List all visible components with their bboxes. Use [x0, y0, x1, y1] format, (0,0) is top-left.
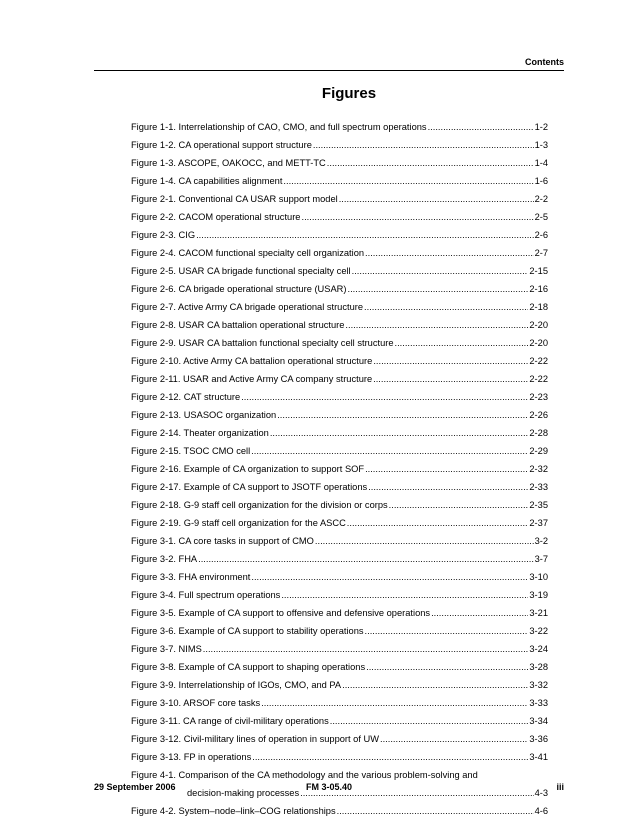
- toc-entry[interactable]: [131, 514, 548, 532]
- toc-entry-text: Figure 3-11. CA range of civil-military operations: [131, 716, 329, 726]
- toc-entry-text: Figure 3-12. Civil-military lines of operation in support of UW: [131, 734, 380, 744]
- toc-entry[interactable]: [131, 118, 548, 136]
- toc-entry-page: 1-2: [534, 122, 548, 132]
- toc-entry-page: 3-32: [529, 680, 548, 690]
- toc-entry-text: Figure 3-4. Full spectrum operations: [131, 590, 281, 600]
- toc-entry-page: 3-41: [529, 752, 548, 762]
- toc-entry-text: Figure 2-9. USAR CA battalion functional specialty cell structure: [131, 338, 394, 348]
- dot-leader: [313, 136, 534, 154]
- toc-entry[interactable]: [131, 316, 548, 334]
- toc-entry-text: Figure 3-8. Example of CA support to shaping operations: [131, 662, 366, 672]
- toc-entry-page: 4-6: [534, 806, 548, 816]
- toc-entry-text: Figure 3-9. Interrelationship of IGOs, CMO, and PA: [131, 680, 342, 690]
- dot-leader: [364, 298, 528, 316]
- dot-leader: [428, 118, 534, 136]
- toc-entry[interactable]: [131, 748, 548, 766]
- header-rule: [94, 70, 564, 71]
- toc-entry-page: 2-20: [529, 320, 548, 330]
- dot-leader: [368, 478, 528, 496]
- dot-leader: [380, 730, 528, 748]
- footer-date: 29 September 2006: [94, 782, 176, 792]
- dot-leader: [395, 334, 529, 352]
- toc-entry[interactable]: [131, 388, 548, 406]
- dot-leader: [431, 604, 528, 622]
- toc-entry-page: 2-7: [534, 248, 548, 258]
- dot-leader: [330, 712, 529, 730]
- toc-entry-text: Figure 2-15. TSOC CMO cell: [131, 446, 251, 456]
- dot-leader: [270, 424, 529, 442]
- toc-entry-page: 3-34: [529, 716, 548, 726]
- dot-leader: [283, 172, 533, 190]
- toc-entry[interactable]: [131, 172, 548, 190]
- toc-entry-text: Figure 3-3. FHA environment: [131, 572, 251, 582]
- toc-entry[interactable]: [131, 226, 548, 244]
- dot-leader: [342, 676, 528, 694]
- dot-leader: [365, 622, 529, 640]
- toc-entry-text: Figure 1-4. CA capabilities alignment: [131, 176, 283, 186]
- toc-entry[interactable]: [131, 478, 548, 496]
- dot-leader: [281, 586, 528, 604]
- dot-leader: [315, 532, 534, 550]
- toc-entry-text: Figure 2-1. Conventional CA USAR support model: [131, 194, 338, 204]
- toc-entry-text-continued: decision-making processes: [187, 788, 300, 798]
- toc-entry-text: Figure 2-2. CACOM operational structure: [131, 212, 301, 222]
- toc-entry[interactable]: [131, 730, 548, 748]
- toc-entry-page: 4-3: [534, 788, 548, 798]
- dot-leader: [373, 370, 528, 388]
- dot-leader: [337, 802, 534, 820]
- toc-entry-text: Figure 1-2. CA operational support structure: [131, 140, 312, 150]
- toc-entry-page: 2-33: [529, 482, 548, 492]
- toc-entry-page: 3-36: [529, 734, 548, 744]
- dot-leader: [277, 406, 528, 424]
- toc-entry-text: Figure 2-14. Theater organization: [131, 428, 269, 438]
- toc-entry[interactable]: [131, 676, 548, 694]
- toc-entry[interactable]: [131, 208, 548, 226]
- toc-entry-text: Figure 4-1. Comparison of the CA methodology and the various problem-solving and: [131, 770, 478, 780]
- toc-entry[interactable]: [131, 424, 548, 442]
- toc-entry-page: 2-37: [529, 518, 548, 528]
- toc-entry-text: Figure 2-7. Active Army CA brigade operational structure: [131, 302, 364, 312]
- toc-entry-text: Figure 3-6. Example of CA support to stability operations: [131, 626, 364, 636]
- toc-entry[interactable]: [131, 352, 548, 370]
- dot-leader: [301, 208, 533, 226]
- toc-entry-page: 1-6: [534, 176, 548, 186]
- toc-entry-page: 2-28: [529, 428, 548, 438]
- toc-entry-page: 3-10: [529, 572, 548, 582]
- page-footer: [94, 782, 564, 792]
- toc-entry-page: 2-23: [529, 392, 548, 402]
- figures-list: [131, 118, 548, 820]
- toc-entry-page: 2-26: [529, 410, 548, 420]
- toc-entry-text: Figure 3-10. ARSOF core tasks: [131, 698, 261, 708]
- toc-entry-text: Figure 2-11. USAR and Active Army CA company structure: [131, 374, 373, 384]
- toc-entry-page: 2-22: [529, 374, 548, 384]
- toc-entry-page: 3-2: [534, 536, 548, 546]
- toc-entry[interactable]: [131, 640, 548, 658]
- dot-leader: [347, 280, 528, 298]
- toc-entry-text: Figure 2-17. Example of CA support to JSOTF operations: [131, 482, 368, 492]
- toc-entry[interactable]: [131, 442, 548, 460]
- dot-leader: [241, 388, 528, 406]
- toc-entry[interactable]: [131, 586, 548, 604]
- dot-leader: [389, 496, 529, 514]
- toc-entry-text: Figure 3-5. Example of CA support to offensive and defensive operations: [131, 608, 431, 618]
- toc-entry-text: Figure 2-18. G-9 staff cell organization for the division or corps: [131, 500, 388, 510]
- toc-entry-page: 2-18: [529, 302, 548, 312]
- toc-entry-text: Figure 3-13. FP in operations: [131, 752, 252, 762]
- toc-entry[interactable]: [131, 406, 548, 424]
- toc-entry[interactable]: [131, 694, 548, 712]
- dot-leader: [251, 568, 528, 586]
- toc-entry-page: 2-22: [529, 356, 548, 366]
- dot-leader: [365, 244, 534, 262]
- toc-entry[interactable]: [131, 136, 548, 154]
- page-title: Figures: [321, 85, 377, 102]
- footer-doc-id: FM 3-05.40: [305, 782, 353, 792]
- toc-entry-page: 3-7: [534, 554, 548, 564]
- dot-leader: [198, 550, 533, 568]
- toc-entry-text: Figure 2-6. CA brigade operational structure (USAR): [131, 284, 347, 294]
- toc-entry[interactable]: [131, 334, 548, 352]
- toc-entry-text: Figure 3-2. FHA: [131, 554, 198, 564]
- dot-leader: [327, 154, 534, 172]
- toc-entry-text: Figure 2-16. Example of CA organization to support SOF: [131, 464, 365, 474]
- dot-leader: [365, 460, 528, 478]
- dot-leader: [339, 190, 534, 208]
- dot-leader: [366, 658, 528, 676]
- dot-leader: [196, 226, 533, 244]
- dot-leader: [252, 748, 528, 766]
- dot-leader: [345, 316, 528, 334]
- toc-entry-page: 3-33: [529, 698, 548, 708]
- toc-entry-page: 2-35: [529, 500, 548, 510]
- toc-entry[interactable]: [131, 298, 548, 316]
- toc-entry-page: 3-21: [529, 608, 548, 618]
- toc-entry[interactable]: [131, 568, 548, 586]
- toc-entry[interactable]: [131, 496, 548, 514]
- dot-leader: [373, 352, 528, 370]
- toc-entry-page: 2-15: [529, 266, 548, 276]
- toc-entry-text: Figure 2-4. CACOM functional specialty cell organization: [131, 248, 365, 258]
- toc-entry-text: Figure 2-5. USAR CA brigade functional specialty cell: [131, 266, 351, 276]
- dot-leader: [251, 442, 528, 460]
- toc-entry-text: Figure 2-10. Active Army CA battalion operational structure: [131, 356, 373, 366]
- toc-entry-text: Figure 1-1. Interrelationship of CAO, CMO, and full spectrum operations: [131, 122, 427, 132]
- toc-entry-page: 2-16: [529, 284, 548, 294]
- running-header: Contents: [525, 57, 564, 67]
- toc-entry[interactable]: [131, 604, 548, 622]
- toc-entry-text: Figure 2-8. USAR CA battalion operational structure: [131, 320, 345, 330]
- toc-entry-page: 2-5: [534, 212, 548, 222]
- toc-entry-page: 1-3: [534, 140, 548, 150]
- toc-entry[interactable]: [131, 460, 548, 478]
- toc-entry-page: 1-4: [534, 158, 548, 168]
- dot-leader: [352, 262, 529, 280]
- toc-entry-text: Figure 3-7. NIMS: [131, 644, 202, 654]
- toc-entry-text: Figure 2-19. G-9 staff cell organization for the ASCC: [131, 518, 346, 528]
- toc-entry[interactable]: [131, 802, 548, 820]
- dot-leader: [347, 514, 529, 532]
- dot-leader: [203, 640, 529, 658]
- toc-entry-page: 3-19: [529, 590, 548, 600]
- toc-entry[interactable]: [131, 658, 548, 676]
- toc-entry-text: Figure 2-13. USASOC organization: [131, 410, 277, 420]
- toc-entry[interactable]: [131, 280, 548, 298]
- toc-entry-text: Figure 4-2. System–node–link–COG relationships: [131, 806, 336, 816]
- toc-entry-page: 2-2: [534, 194, 548, 204]
- toc-entry[interactable]: [131, 532, 548, 550]
- toc-entry[interactable]: [131, 190, 548, 208]
- toc-entry[interactable]: [131, 262, 548, 280]
- toc-entry-page: 3-28: [529, 662, 548, 672]
- footer-page-number: iii: [556, 782, 564, 792]
- toc-entry-page: 3-24: [529, 644, 548, 654]
- dot-leader: [261, 694, 528, 712]
- toc-entry-text: Figure 1-3. ASCOPE, OAKOCC, and METT-TC: [131, 158, 326, 168]
- toc-entry-page: 2-29: [529, 446, 548, 456]
- toc-entry-page: 3-22: [529, 626, 548, 636]
- toc-entry[interactable]: [131, 712, 548, 730]
- toc-entry[interactable]: [131, 550, 548, 568]
- toc-entry-text: Figure 2-12. CAT structure: [131, 392, 241, 402]
- toc-entry-text: Figure 3-1. CA core tasks in support of CMO: [131, 536, 314, 546]
- toc-entry[interactable]: [131, 244, 548, 262]
- toc-entry-page: 2-20: [529, 338, 548, 348]
- toc-entry[interactable]: [131, 370, 548, 388]
- toc-entry[interactable]: [131, 154, 548, 172]
- toc-entry-page: 2-32: [529, 464, 548, 474]
- toc-entry-text: Figure 2-3. CIG: [131, 230, 196, 240]
- toc-entry-page: 2-6: [534, 230, 548, 240]
- toc-entry[interactable]: [131, 622, 548, 640]
